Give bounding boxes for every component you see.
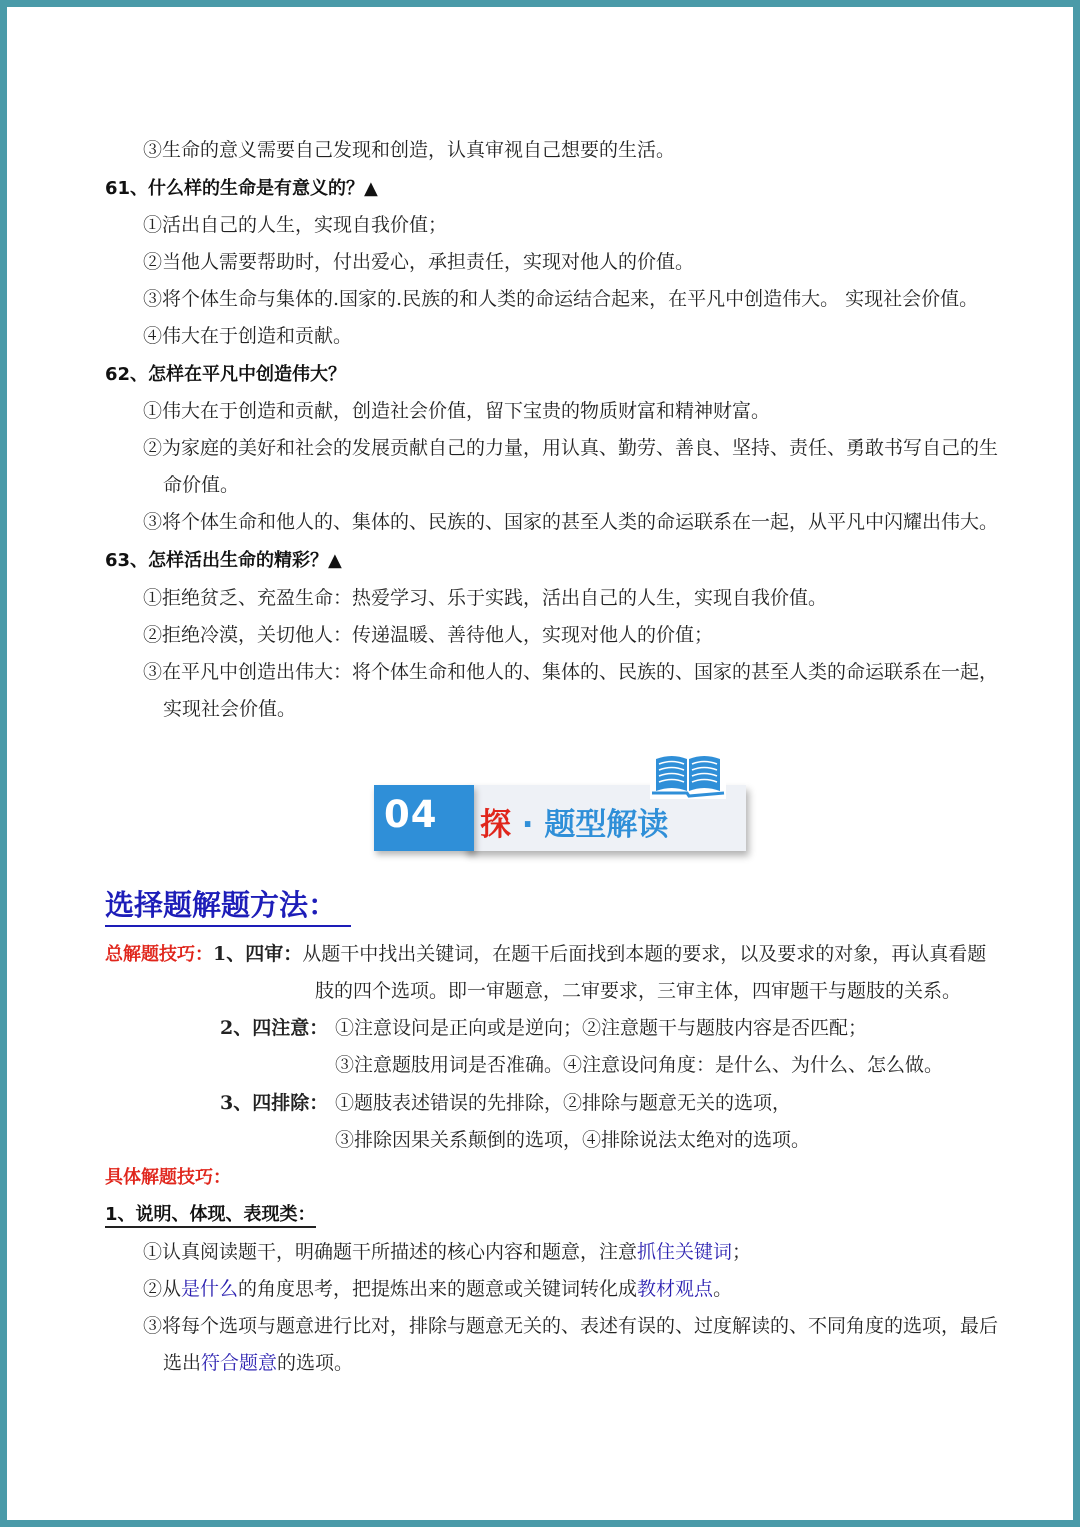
type1-line-3a: ③将每个选项与题意进行比对，排除与题意无关的、表述有误的、过度解读的、不同角度的选项，最后 xyxy=(143,1315,999,1337)
q62-item-3: ③将个体生命和他人的、集体的、民族的、国家的甚至人类的命运联系在一起，从平凡中闪耀出伟大。 xyxy=(143,511,999,533)
q61-item-3: ③将个体生命与集体的.国家的.民族的和人类的命运结合起来，在平凡中创造伟大。 实现社会价值。 xyxy=(143,288,979,310)
rule2-text-a: ①注意设问是正向或是逆向；②注意题干与题肢内容是否匹配； xyxy=(335,1017,868,1039)
t1-line1-post: ； xyxy=(732,1241,752,1263)
q61-item-2: ②当他人需要帮助时，付出爱心，承担责任，实现对他人的价值。 xyxy=(143,251,695,273)
t1-line3b-highlight: 符合题意 xyxy=(201,1352,278,1374)
method-title: 选择题解题方法： xyxy=(105,885,351,927)
q61-title: 61、什么样的生命是有意义的？▲ xyxy=(105,178,378,199)
banner-title-red: 探 xyxy=(480,807,511,843)
t1-line1-pre: ①认真阅读题干，明确题干所描述的核心内容和题意，注意 xyxy=(143,1241,638,1263)
type1-line-3b xyxy=(163,1350,353,1376)
banner-title xyxy=(480,799,668,844)
t1-line3b-pre: 选出 xyxy=(163,1352,202,1374)
general-label: 总解题技巧： xyxy=(105,944,213,965)
banner-title-dot: · xyxy=(521,807,534,843)
type1-title-text: 1、说明、体现、表现类： xyxy=(105,1204,316,1228)
q61-item-1: ①活出自己的人生，实现自我价值； xyxy=(143,214,448,236)
open-book-icon xyxy=(650,749,726,799)
q62-title: 62、怎样在平凡中创造伟大？ xyxy=(105,364,347,385)
q63-item-2: ②拒绝冷漠，关切他人：传递温暖、善待他人，实现对他人的价值； xyxy=(143,624,714,646)
rule1-label: 1、四审： xyxy=(213,943,303,965)
specific-label: 具体解题技巧： xyxy=(105,1167,231,1188)
section-banner xyxy=(372,749,752,867)
t1-line2-b: 的角度思考，把提炼出来的题意或关键词转化成 xyxy=(238,1278,638,1300)
q63-item-1: ①拒绝贫乏、充盈生命：热爱学习、乐于实践，活出自己的人生，实现自我价值。 xyxy=(143,587,828,609)
type1-title xyxy=(105,1202,316,1228)
intro-line: ③生命的意义需要自己发现和创造，认真审视自己想要的生活。 xyxy=(143,139,676,161)
t1-line2-highlight-2: 教材观点 xyxy=(637,1278,714,1300)
banner-title-blue: 题型解读 xyxy=(544,807,669,843)
t1-line1-highlight: 抓住关键词 xyxy=(637,1241,733,1263)
t1-line2-highlight-1: 是什么 xyxy=(181,1278,239,1300)
t1-line2-a: ②从 xyxy=(143,1278,182,1300)
general-technique xyxy=(105,941,986,968)
q63-title: 63、怎样活出生命的精彩？▲ xyxy=(105,550,342,571)
q62-item-2a: ②为家庭的美好和社会的发展贡献自己的力量，用认真、勤劳、善良、坚持、责任、勇敢书写自己的生 xyxy=(143,437,999,459)
rule3-label: 3、四排除： xyxy=(220,1092,329,1114)
q62-item-2b: 命价值。 xyxy=(163,474,240,496)
q63-item-3b: 实现社会价值。 xyxy=(163,698,297,720)
rule2-text-b: ③注意题肢用词是否准确。④注意设问角度：是什么、为什么、怎么做。 xyxy=(335,1054,944,1076)
type1-line-2 xyxy=(143,1276,732,1302)
banner-number: 04 xyxy=(384,793,438,836)
rule3-text-a: ①题肢表述错误的先排除，②排除与题意无关的选项， xyxy=(335,1092,792,1114)
q61-item-4: ④伟大在于创造和贡献。 xyxy=(143,325,353,347)
type1-line-1 xyxy=(143,1239,751,1265)
q63-item-3a: ③在平凡中创造出伟大：将个体生命和他人的、集体的、民族的、国家的甚至人类的命运联系在一起， xyxy=(143,661,999,683)
rule1-text-b: 肢的四个选项。即一审题意，二审要求，三审主体，四审题干与题肢的关系。 xyxy=(315,980,962,1002)
q62-item-1: ①伟大在于创造和贡献，创造社会价值，留下宝贵的物质财富和精神财富。 xyxy=(143,400,771,422)
rule2-label: 2、四注意： xyxy=(220,1017,329,1039)
t1-line2-c: 。 xyxy=(713,1278,733,1300)
rule3-text-b: ③排除因果关系颠倒的选项，④排除说法太绝对的选项。 xyxy=(335,1129,811,1151)
t1-line3b-post: 的选项。 xyxy=(277,1352,354,1374)
rule1-text-a: 从题干中找出关键词，在题干后面找到本题的要求，以及要求的对象，再认真看题 xyxy=(302,943,987,965)
